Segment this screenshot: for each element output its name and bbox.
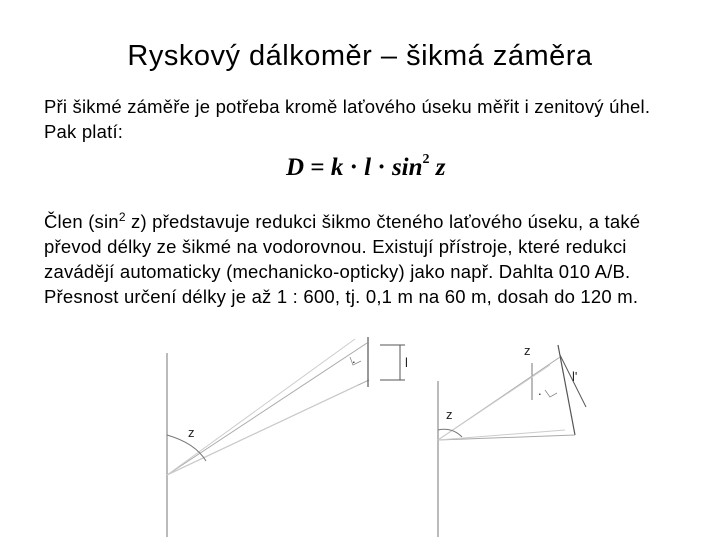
figure-left-label-z: z <box>188 425 195 440</box>
figure-right-label-l: l' <box>572 369 578 384</box>
formula-k: k <box>330 154 344 181</box>
figure-right-ray-4 <box>438 430 565 440</box>
figure-left-label-dot: . <box>352 351 356 366</box>
slide-title: Ryskový dálkoměr – šikmá záměra <box>127 40 593 72</box>
figure-right-ray-2 <box>438 435 575 440</box>
formula-exponent: 2 <box>422 152 430 167</box>
figure-right-ray-3 <box>438 365 550 440</box>
figure-right-diagram <box>410 335 610 540</box>
formula-dot-1: · <box>349 154 358 181</box>
body-text-pre: Člen (sin <box>44 211 119 232</box>
intro-paragraph: Při šikmé záměře je potřeba kromě laťového úseku měřit i zenitový úhel. Pak platí: <box>44 96 651 142</box>
figure-right-rod <box>558 345 578 435</box>
body-superscript: 2 <box>118 210 126 224</box>
figure-right-label-dot: . <box>538 383 542 398</box>
body-text-post: z) představuje redukci šikmo čteného laťového úseku, a také převod délky ze šikmé na vodorovnou. Existují přístroje, které redukci zavádějí automaticky (mechanicko-opticky) jako např. Dahlta 010 A/B. Přesnost určení délky je až 1 : 600, tj. 0,1 m na 60 m, dosah do 120 m. <box>44 211 641 307</box>
formula-l: l <box>364 154 372 181</box>
figure-left-ray-1 <box>167 343 367 475</box>
formula <box>286 152 446 182</box>
figure-right-label-z-left: z <box>446 407 453 422</box>
figure-left-diagram <box>140 325 420 540</box>
formula-dot-2: · <box>377 154 386 181</box>
figure-left-label-l: l <box>405 355 408 370</box>
formula-sin: sin <box>391 154 423 181</box>
formula-lhs: D <box>286 154 305 181</box>
formula-z: z <box>435 154 446 181</box>
figure-left-ray-3 <box>167 339 355 475</box>
figure-left-angle-arc <box>167 435 206 461</box>
formula-eq: = <box>310 154 325 181</box>
figure-right-label-z-top: z <box>524 343 531 358</box>
figure-left-ray-4 <box>167 385 358 475</box>
figure-right-angle-arc <box>438 429 462 437</box>
figure-right-right-angle <box>545 390 557 397</box>
body-paragraph <box>44 205 684 309</box>
